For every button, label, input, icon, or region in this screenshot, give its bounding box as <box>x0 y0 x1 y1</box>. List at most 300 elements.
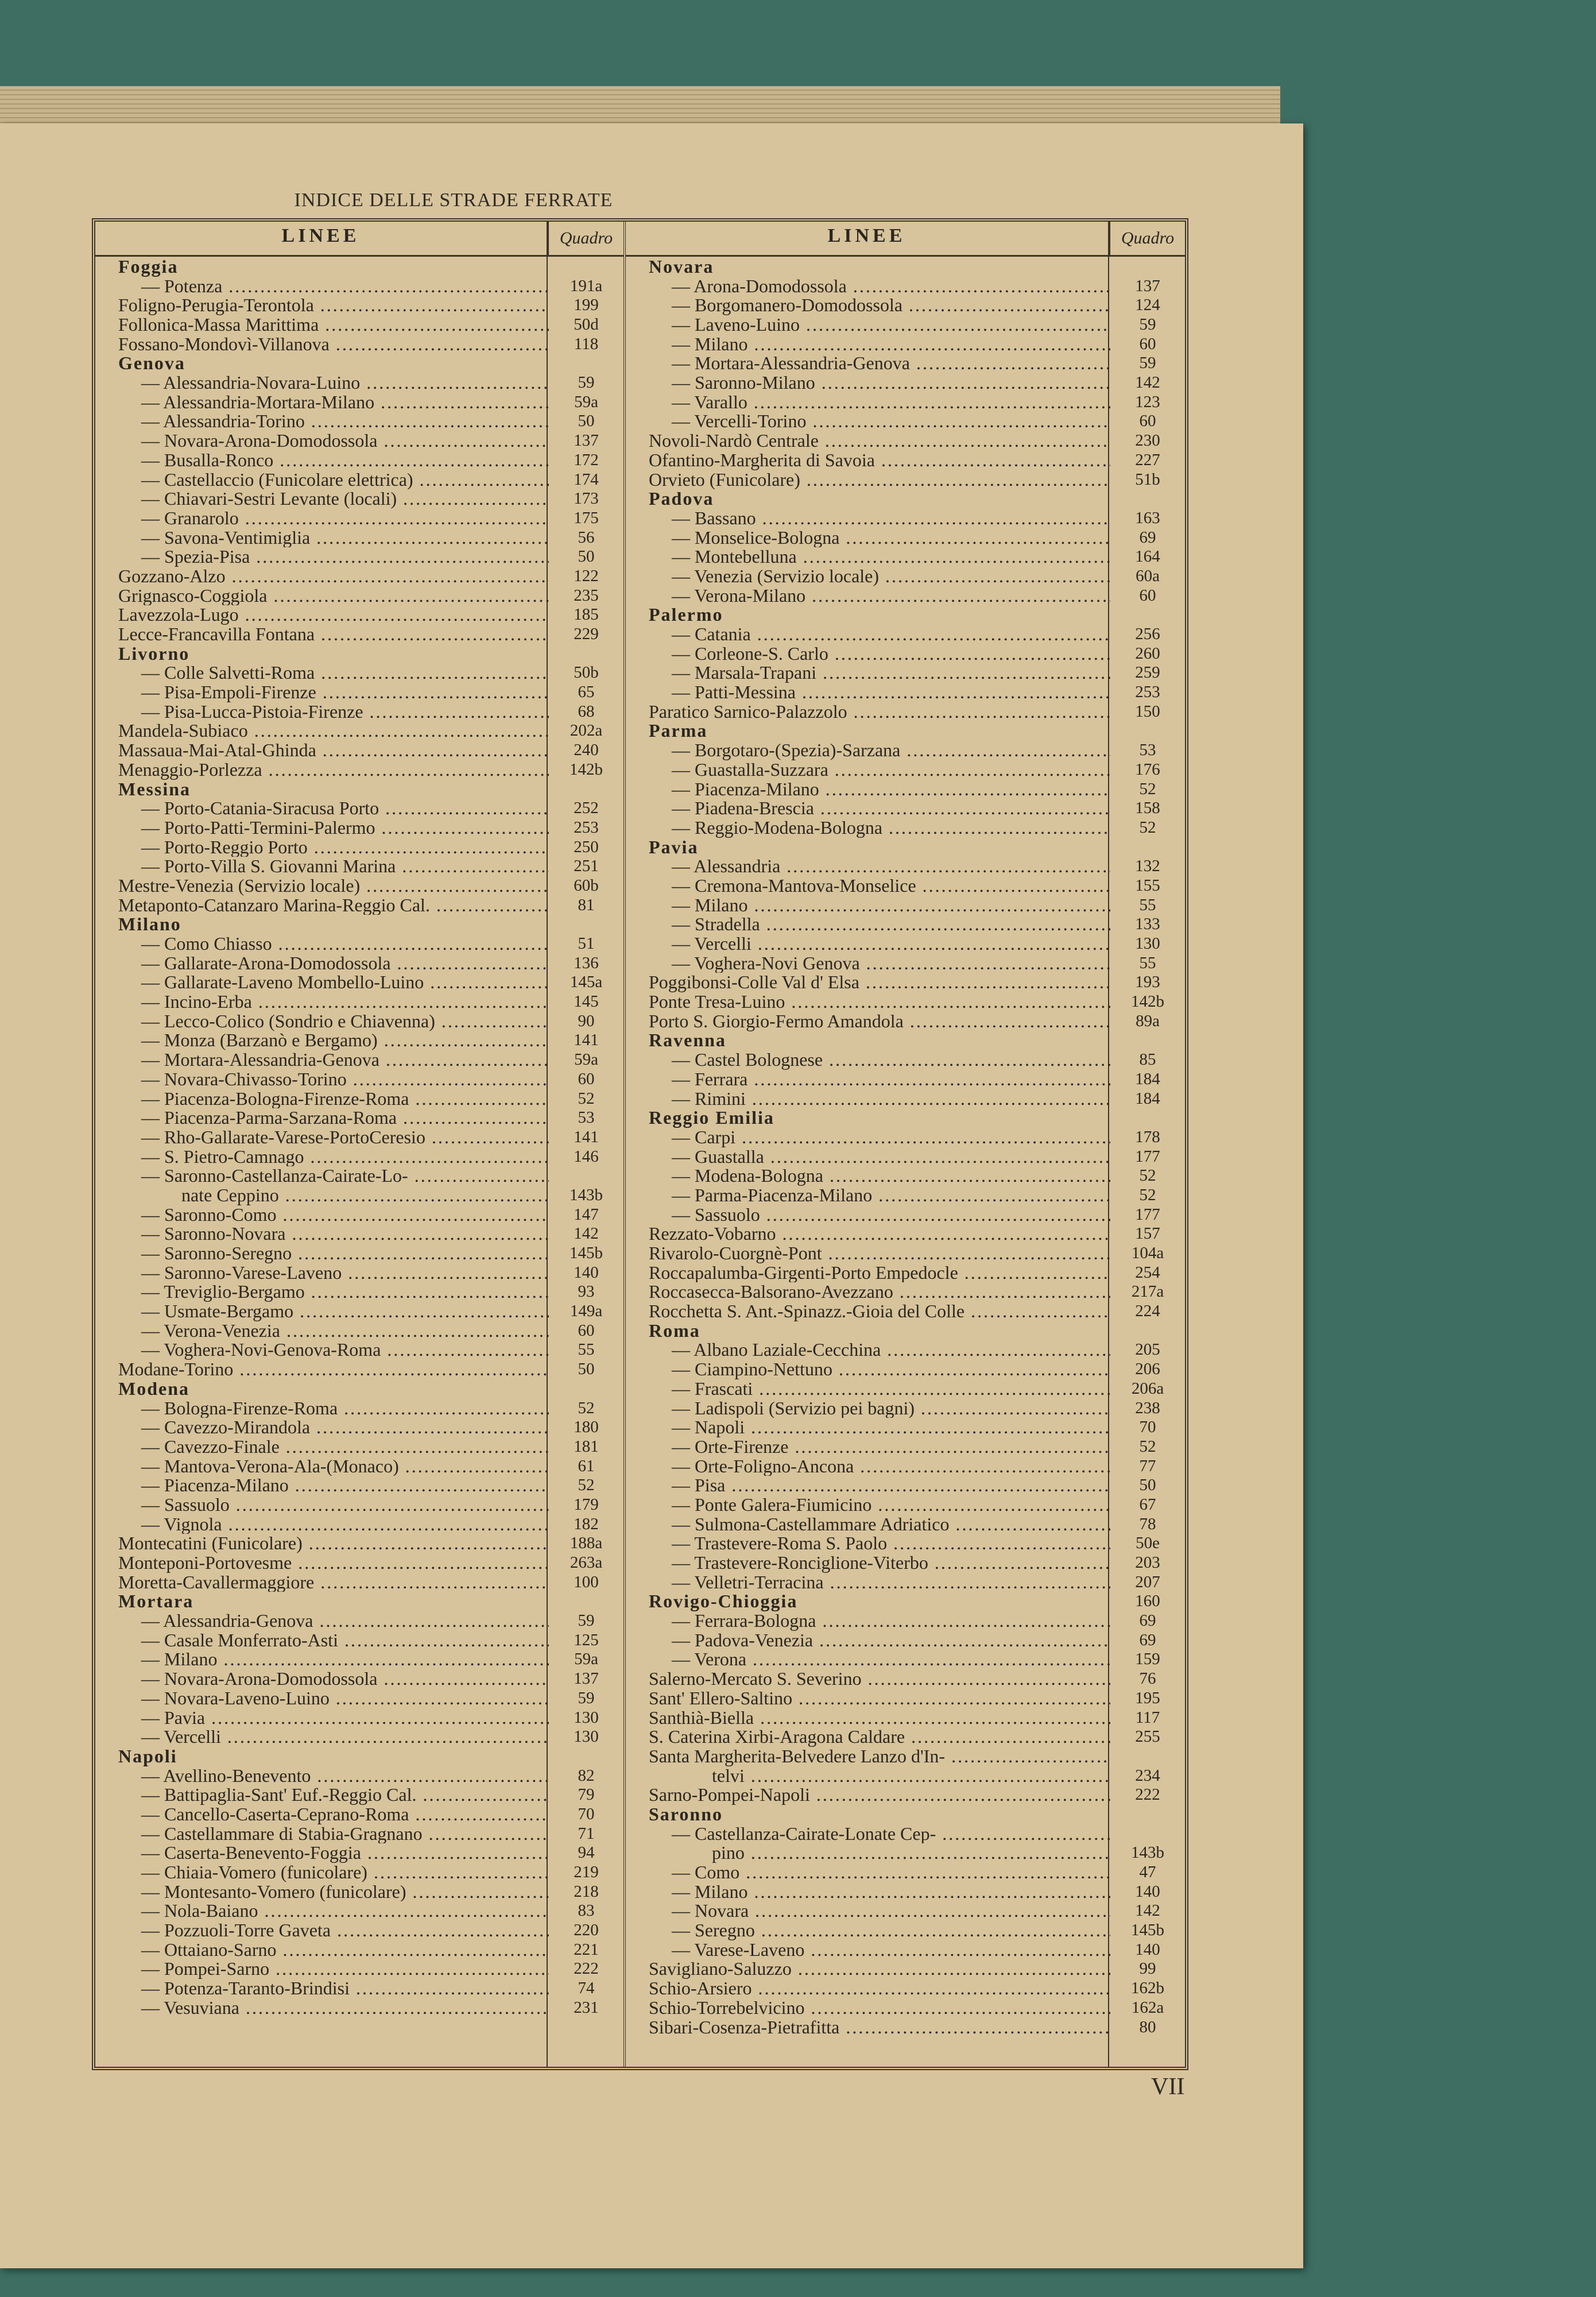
index-row <box>95 1805 623 1824</box>
index-row <box>626 663 1185 683</box>
index-row <box>626 1747 1185 1766</box>
line-name: — Milano ..... <box>626 896 1110 915</box>
line-name: — Milano ..... <box>95 1650 549 1669</box>
index-row <box>626 1089 1185 1109</box>
line-name: — Bassano ..... <box>626 509 1110 528</box>
quadro-number: 222 <box>574 1959 599 1978</box>
index-row <box>626 644 1185 664</box>
index-row <box>95 934 623 954</box>
quadro-number: 67 <box>1139 1495 1156 1514</box>
line-name: — Caserta-Benevento-Foggia ..... <box>95 1843 549 1863</box>
index-row <box>626 876 1185 896</box>
quadro-number: 195 <box>1135 1688 1160 1707</box>
index-row <box>626 1921 1185 1940</box>
index-row <box>626 1998 1185 2018</box>
running-head <box>0 190 1596 211</box>
index-row <box>95 1979 623 1998</box>
section-heading-row <box>626 1592 1185 1611</box>
line-name: Rivarolo-Cuorgnè-Pont ..... <box>626 1244 1110 1263</box>
section-heading-row <box>95 780 623 799</box>
index-row <box>95 818 623 838</box>
index-row <box>95 1050 623 1070</box>
index-row <box>95 1128 623 1147</box>
line-name: — Como Chiasso ..... <box>95 934 549 954</box>
line-name: — Potenza ..... <box>95 277 549 296</box>
index-row <box>626 586 1185 606</box>
quadro-number: 69 <box>1139 1630 1156 1649</box>
index-row <box>626 857 1185 876</box>
quadro-number: 184 <box>1135 1089 1160 1108</box>
line-name: — Verona-Milano ..... <box>626 586 1110 606</box>
quadro-number: 60 <box>1139 334 1156 353</box>
quadro-number: 205 <box>1135 1340 1160 1359</box>
index-row <box>626 1650 1185 1670</box>
quadro-number: 143b <box>1131 1843 1164 1862</box>
index-row <box>95 1070 623 1089</box>
index-row <box>626 1418 1185 1437</box>
index-row <box>95 838 623 857</box>
index-row <box>95 1708 623 1728</box>
line-name: Modane-Torino ..... <box>95 1360 549 1379</box>
index-row <box>95 1650 623 1670</box>
line-name: — Pisa-Lucca-Pistoia-Firenze ..... <box>95 702 549 722</box>
quadro-number: 145a <box>570 973 603 992</box>
column-title: LINEE <box>281 225 360 246</box>
quadro-number: 174 <box>574 470 599 489</box>
index-row <box>626 1979 1185 1998</box>
quadro-number: 79 <box>578 1785 595 1804</box>
line-name: — Porto-Reggio Porto ..... <box>95 838 549 857</box>
index-row <box>95 1631 623 1650</box>
quadro-number: 263a <box>570 1553 603 1572</box>
quadro-number: 191a <box>570 276 603 295</box>
index-row <box>95 702 623 722</box>
line-name: — Alessandria-Novara-Luino ..... <box>95 373 549 393</box>
line-name: Schio-Arsiero ..... <box>626 1979 1110 1998</box>
quadro-number: 59 <box>578 1611 595 1630</box>
line-name: — Borgotaro-(Spezia)-Sarzana ..... <box>626 741 1110 760</box>
index-row <box>95 799 623 818</box>
quadro-header: Quadro <box>1109 222 1185 255</box>
line-name: pino ..... <box>626 1843 1110 1863</box>
quadro-number: 59 <box>578 373 595 392</box>
line-name: — Sulmona-Castellammare Adriatico ..... <box>626 1515 1110 1534</box>
line-name: — Saronno-Como ..... <box>95 1205 549 1225</box>
index-row <box>626 954 1185 973</box>
index-row <box>626 1882 1185 1902</box>
line-name: Santhià-Biella ..... <box>626 1708 1110 1728</box>
section-heading-row <box>626 722 1185 741</box>
line-name: — Piacenza-Parma-Sarzana-Roma ..... <box>95 1108 549 1128</box>
quadro-number: 259 <box>1135 663 1160 682</box>
quadro-number: 50 <box>578 547 595 566</box>
index-row <box>626 1708 1185 1728</box>
index-row <box>626 1476 1185 1495</box>
index-row <box>95 412 623 432</box>
line-name: — Venezia (Servizio locale) ..... <box>626 567 1110 586</box>
line-name: Paratico Sarnico-Palazzolo ..... <box>626 702 1110 722</box>
line-name: — Saronno-Milano ..... <box>626 373 1110 393</box>
quadro-number: 90 <box>578 1011 595 1030</box>
index-row <box>95 1476 623 1495</box>
line-name: — Porto-Patti-Termini-Palermo ..... <box>95 818 549 838</box>
quadro-number: 219 <box>574 1863 599 1882</box>
line-name: — Como ..... <box>626 1863 1110 1882</box>
index-row <box>626 741 1185 760</box>
line-name: Savigliano-Saluzzo ..... <box>626 1959 1110 1979</box>
quadro-number: 141 <box>574 1127 599 1146</box>
quadro-number: 140 <box>574 1263 599 1282</box>
quadro-number: 51b <box>1135 470 1160 489</box>
line-name: Porto S. Giorgio-Fermo Amandola ..... <box>626 1012 1110 1031</box>
line-name: — Castellammare di Stabia-Gragnano ..... <box>95 1824 549 1844</box>
quadro-number: 50d <box>574 315 599 334</box>
quadro-number: 122 <box>574 566 599 585</box>
column-title: LINEE <box>827 225 906 246</box>
line-name: — Pompei-Sarno ..... <box>95 1959 549 1979</box>
quadro-number: 133 <box>1135 915 1160 934</box>
quadro-number: 52 <box>1139 1185 1156 1204</box>
line-name: Ravenna <box>649 1031 726 1051</box>
index-row <box>95 741 623 760</box>
line-name: — Rimini ..... <box>626 1089 1110 1109</box>
index-row <box>95 509 623 528</box>
line-name: — Reggio-Modena-Bologna ..... <box>626 818 1110 838</box>
section-heading-row <box>95 915 623 934</box>
line-name: Menaggio-Porlezza ..... <box>95 760 549 780</box>
section-heading-row <box>95 1747 623 1766</box>
quadro-number: 230 <box>1135 431 1160 450</box>
index-row <box>95 1341 623 1360</box>
line-name: Novoli-Nardò Centrale ..... <box>626 431 1110 451</box>
index-row <box>626 1399 1185 1418</box>
quadro-number: 60 <box>1139 412 1156 431</box>
quadro-number: 124 <box>1135 296 1160 315</box>
quadro-number: 142b <box>570 760 603 779</box>
quadro-number: 141 <box>574 1031 599 1050</box>
index-row <box>95 1689 623 1708</box>
line-name: — Mortara-Alessandria-Genova ..... <box>95 1050 549 1070</box>
line-name: — Cavezzo-Finale ..... <box>95 1437 549 1457</box>
line-name: — Mortara-Alessandria-Genova ..... <box>626 354 1110 373</box>
index-row <box>95 1882 623 1902</box>
index-row <box>95 1282 623 1302</box>
quadro-number: 231 <box>574 1998 599 2017</box>
quadro-number: 163 <box>1135 508 1160 527</box>
quadro-number: 142 <box>1135 1901 1160 1920</box>
quadro-number: 100 <box>574 1572 599 1591</box>
index-row <box>95 1824 623 1844</box>
line-name: — Trastevere-Ronciglione-Viterbo ..... <box>626 1553 1110 1573</box>
quadro-number: 140 <box>1135 1940 1160 1959</box>
quadro-number: 130 <box>1135 934 1160 953</box>
line-name: — Gallarate-Arona-Domodossola ..... <box>95 954 549 973</box>
quadro-number: 77 <box>1139 1456 1156 1475</box>
index-row <box>626 818 1185 838</box>
line-name: — Ponte Galera-Fiumicino ..... <box>626 1495 1110 1515</box>
line-name: Lecce-Francavilla Fontana ..... <box>95 625 549 644</box>
quadro-number: 70 <box>1139 1418 1156 1437</box>
line-name: Follonica-Massa Marittima ..... <box>95 315 549 335</box>
index-row <box>626 1515 1185 1534</box>
line-name: — Mantova-Verona-Ala-(Monaco) ..... <box>95 1457 549 1476</box>
index-row <box>626 451 1185 470</box>
index-row <box>626 296 1185 315</box>
index-row <box>95 1186 623 1205</box>
line-name: Rovigo-Chioggia <box>649 1592 798 1612</box>
quadro-number: 52 <box>1139 1437 1156 1456</box>
line-name: — Velletri-Terracina ..... <box>626 1573 1110 1592</box>
line-name: — Sassuolo ..... <box>95 1495 549 1515</box>
line-name: — Piadena-Brescia ..... <box>626 799 1110 818</box>
quadro-number: 157 <box>1135 1224 1160 1243</box>
quadro-number: 137 <box>1135 276 1160 295</box>
index-rows <box>95 257 623 2018</box>
index-row <box>95 954 623 973</box>
quadro-number: 130 <box>574 1727 599 1746</box>
quadro-number: 89a <box>1136 1011 1160 1030</box>
line-name: Foggia <box>118 257 179 277</box>
quadro-number: 146 <box>574 1147 599 1166</box>
index-row <box>626 1360 1185 1379</box>
line-name: — Stradella ..... <box>626 915 1110 934</box>
quadro-number: 224 <box>1135 1302 1160 1321</box>
line-name: — Ciampino-Nettuno ..... <box>626 1360 1110 1379</box>
line-name: — Castel Bolognese ..... <box>626 1050 1110 1070</box>
quadro-number: 202a <box>570 721 603 740</box>
line-name: — Saronno-Castellanza-Cairate-Lo- ..... <box>95 1166 549 1186</box>
line-name: — Savona-Ventimiglia ..... <box>95 528 549 548</box>
line-name: — Frascati ..... <box>626 1379 1110 1399</box>
line-name: Roccapalumba-Girgenti-Porto Empedocle ..... <box>626 1263 1110 1283</box>
quadro-number: 181 <box>574 1437 599 1456</box>
line-name: Roccasecca-Balsorano-Avezzano ..... <box>626 1282 1110 1302</box>
line-name: — Gallarate-Laveno Mombello-Luino ..... <box>95 973 549 992</box>
section-heading-row <box>626 1805 1185 1824</box>
index-row <box>95 1263 623 1283</box>
quadro-number: 118 <box>574 334 599 353</box>
quadro-number: 60 <box>1139 586 1156 605</box>
quadro-number: 136 <box>574 953 599 972</box>
section-heading-row <box>626 1321 1185 1341</box>
line-name: Gozzano-Alzo ..... <box>95 567 549 586</box>
line-name: — Rho-Gallarate-Varese-PortoCeresio ..... <box>95 1128 549 1147</box>
quadro-number: 123 <box>1135 392 1160 411</box>
line-name: — Monselice-Bologna ..... <box>626 528 1110 548</box>
quadro-number: 256 <box>1135 625 1160 644</box>
index-row <box>95 760 623 780</box>
index-row <box>626 1379 1185 1399</box>
line-name: — Voghera-Novi Genova ..... <box>626 954 1110 973</box>
quadro-number: 50b <box>574 663 599 682</box>
line-name: Poggibonsi-Colle Val d' Elsa ..... <box>626 973 1110 992</box>
line-name: — Ottaiano-Sarno ..... <box>95 1940 549 1960</box>
quadro-number: 188a <box>570 1534 603 1553</box>
index-row <box>95 1727 623 1747</box>
line-name: — Varallo ..... <box>626 393 1110 412</box>
index-row <box>626 528 1185 548</box>
line-name: Napoli <box>118 1746 177 1766</box>
line-name: Ofantino-Margherita di Savoia ..... <box>626 451 1110 470</box>
quadro-number: 74 <box>578 1979 595 1998</box>
line-name: — Vercelli ..... <box>626 934 1110 954</box>
quadro-number: 142b <box>1131 992 1164 1011</box>
line-name: — Sassuolo ..... <box>626 1205 1110 1225</box>
index-row <box>95 1437 623 1457</box>
index-row <box>626 934 1185 954</box>
quadro-number: 145b <box>570 1244 603 1263</box>
line-name: — Cremona-Mantova-Monselice ..... <box>626 876 1110 896</box>
quadro-number: 227 <box>1135 450 1160 469</box>
quadro-number: 59a <box>574 392 598 411</box>
index-row <box>95 625 623 644</box>
index-row <box>626 354 1185 373</box>
index-row <box>626 1611 1185 1631</box>
quadro-number: 52 <box>1139 818 1156 837</box>
index-row <box>95 393 623 412</box>
index-row <box>95 992 623 1012</box>
quadro-number: 206 <box>1135 1360 1160 1379</box>
quadro-number: 155 <box>1135 876 1160 895</box>
quadro-number: 76 <box>1139 1669 1156 1688</box>
index-row <box>626 1553 1185 1573</box>
line-name: — Montesanto-Vomero (funicolare) ..... <box>95 1882 549 1902</box>
section-heading-row <box>626 257 1185 277</box>
section-heading-row <box>626 838 1185 857</box>
quadro-number: 117 <box>1135 1708 1160 1727</box>
index-row <box>626 702 1185 722</box>
line-name: — Novara ..... <box>626 1901 1110 1921</box>
line-name: — Modena-Bologna ..... <box>626 1166 1110 1186</box>
index-row <box>626 1224 1185 1244</box>
line-name: — Borgomanero-Domodossola ..... <box>626 296 1110 315</box>
quadro-number: 147 <box>574 1205 599 1224</box>
quadro-number: 52 <box>578 1398 595 1417</box>
line-name: S. Caterina Xirbi-Aragona Caldare ..... <box>626 1727 1110 1747</box>
line-name: Rocchetta S. Ant.-Spinazz.-Gioia del Colle ..... <box>626 1302 1110 1321</box>
quadro-number: 137 <box>574 1669 599 1688</box>
quadro-number: 177 <box>1135 1147 1160 1166</box>
index-row <box>95 1863 623 1882</box>
line-name: Reggio Emilia <box>649 1108 774 1128</box>
line-name: — Incino-Erba ..... <box>95 992 549 1012</box>
index-row <box>95 1534 623 1553</box>
line-name: — Piacenza-Bologna-Firenze-Roma ..... <box>95 1089 549 1109</box>
index-row <box>95 451 623 470</box>
index-row <box>95 1360 623 1379</box>
index-row <box>626 1785 1185 1805</box>
line-name: — Seregno ..... <box>626 1921 1110 1940</box>
line-name: Pavia <box>649 837 699 857</box>
index-row <box>95 1940 623 1960</box>
index-row <box>95 1302 623 1321</box>
line-name: — Saronno-Novara ..... <box>95 1224 549 1244</box>
line-name: Messina <box>118 779 191 799</box>
line-name: — Vercelli-Torino ..... <box>626 412 1110 431</box>
quadro-number: 162a <box>1131 1998 1164 2017</box>
index-row <box>626 1631 1185 1650</box>
index-row <box>95 1089 623 1109</box>
quadro-number: 104a <box>1131 1244 1164 1263</box>
index-row <box>95 1224 623 1244</box>
line-name: Lavezzola-Lugo ..... <box>95 605 549 625</box>
index-row <box>626 1960 1185 1979</box>
line-name: — Novara-Chivasso-Torino ..... <box>95 1070 549 1089</box>
quadro-number: 184 <box>1135 1069 1160 1088</box>
line-name: — Piacenza-Milano ..... <box>626 780 1110 799</box>
index-row <box>95 1108 623 1128</box>
index-row <box>626 1689 1185 1708</box>
quadro-number: 55 <box>578 1340 595 1359</box>
quadro-number: 251 <box>574 857 599 876</box>
quadro-number: 59a <box>574 1650 598 1669</box>
quadro-number: 222 <box>1135 1785 1160 1804</box>
quadro-number: 52 <box>1139 1166 1156 1185</box>
quadro-number: 159 <box>1135 1650 1160 1669</box>
quadro-number: 142 <box>574 1224 599 1243</box>
line-name: Mortara <box>118 1592 194 1612</box>
quadro-number: 158 <box>1135 799 1160 818</box>
quadro-number: 50 <box>1139 1476 1156 1495</box>
quadro-number: 176 <box>1135 760 1160 779</box>
line-name: — Napoli ..... <box>626 1418 1110 1437</box>
quadro-number: 177 <box>1135 1205 1160 1224</box>
line-name: Massaua-Mai-Atal-Ghinda ..... <box>95 741 549 760</box>
running-head-text: INDICE DELLE STRADE FERRATE <box>294 190 613 211</box>
quadro-number: 99 <box>1139 1959 1156 1978</box>
quadro-number: 185 <box>574 605 599 624</box>
index-row <box>95 876 623 896</box>
quadro-number: 182 <box>574 1514 599 1533</box>
line-name: — Guastalla-Suzzara ..... <box>626 760 1110 780</box>
index-row <box>626 1147 1185 1167</box>
quadro-number: 199 <box>574 296 599 315</box>
index-row <box>95 277 623 296</box>
quadro-number: 60b <box>574 876 599 895</box>
index-column-right <box>626 222 1185 2067</box>
line-name: Palermo <box>649 605 723 625</box>
index-row <box>95 973 623 992</box>
line-name: Metaponto-Catanzaro Marina-Reggio Cal. ..... <box>95 896 549 915</box>
index-row <box>626 1457 1185 1476</box>
quadro-number: 59a <box>574 1050 598 1069</box>
index-row <box>95 1515 623 1534</box>
index-row <box>626 373 1185 393</box>
line-name: Orvieto (Funicolare) ..... <box>626 470 1110 490</box>
index-row <box>626 1824 1185 1844</box>
quadro-number: 260 <box>1135 644 1160 663</box>
line-name: — Chiavari-Sestri Levante (locali) ..... <box>95 489 549 509</box>
line-name: Montecatini (Funicolare) ..... <box>95 1534 549 1553</box>
index-row <box>626 1302 1185 1321</box>
line-name: — Pisa ..... <box>626 1476 1110 1495</box>
line-name: — Novara-Laveno-Luino ..... <box>95 1689 549 1708</box>
section-heading-row <box>626 605 1185 625</box>
index-row <box>626 1901 1185 1921</box>
line-name: Parma <box>649 721 708 741</box>
quadro-number: 69 <box>1139 528 1156 547</box>
section-heading-row <box>95 1592 623 1611</box>
line-name: — Guastalla ..... <box>626 1147 1110 1167</box>
index-row <box>626 277 1185 296</box>
index-row <box>626 1050 1185 1070</box>
index-row <box>626 1573 1185 1592</box>
line-name: Rezzato-Vobarno ..... <box>626 1224 1110 1244</box>
line-name: Fossano-Mondovì-Villanova ..... <box>95 335 549 354</box>
line-name: Mandela-Subiaco ..... <box>95 721 549 741</box>
line-name: — Avellino-Benevento ..... <box>95 1766 549 1786</box>
quadro-number: 254 <box>1135 1263 1160 1282</box>
